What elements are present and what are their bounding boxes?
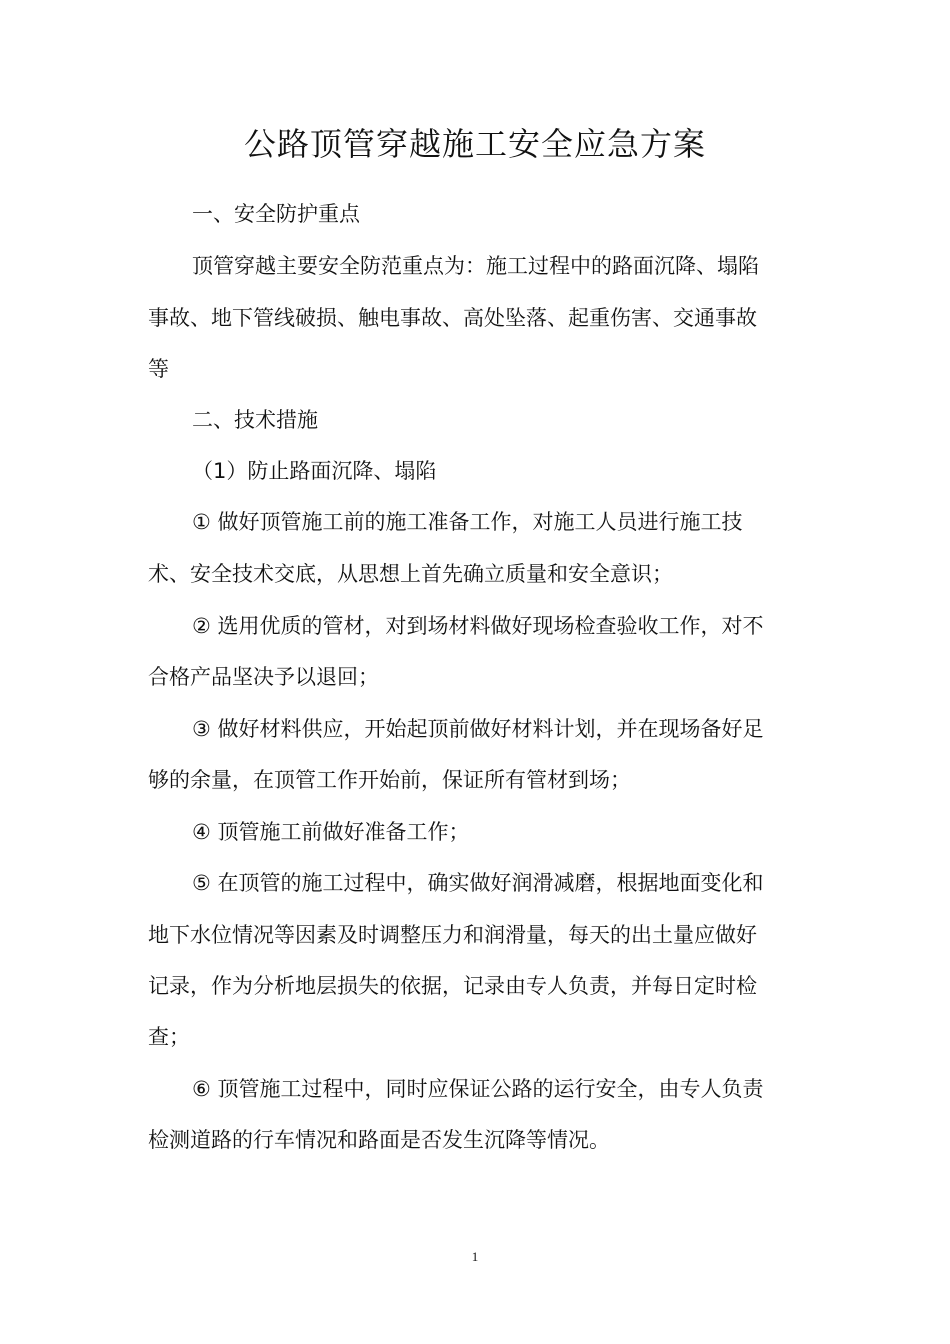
list-item-line: ② 选用优质的管材，对到场材料做好现场检查验收工作，对不: [192, 614, 764, 638]
list-item-line: 查；: [148, 1025, 190, 1049]
paragraph-line: 等: [148, 357, 169, 381]
list-item-line: 记录，作为分析地层损失的依据，记录由专人负责，并每日定时检: [148, 974, 757, 998]
section-heading-technical-measures: 二、技术措施: [192, 408, 318, 432]
paragraph-line: 顶管穿越主要安全防范重点为：施工过程中的路面沉降、塌陷: [192, 254, 759, 278]
list-item-line: 地下水位情况等因素及时调整压力和润滑量，每天的出土量应做好: [148, 923, 757, 947]
list-item-line: 合格产品坚决予以退回；: [148, 665, 379, 689]
list-item-line: 术、安全技术交底，从思想上首先确立质量和安全意识；: [148, 562, 673, 586]
page-number: 1: [471, 1249, 479, 1264]
subsection-heading: （1）防止路面沉降、塌陷: [192, 459, 437, 483]
list-item-line: ⑥ 顶管施工过程中，同时应保证公路的运行安全，由专人负责: [192, 1077, 764, 1101]
list-item-line: ③ 做好材料供应，开始起顶前做好材料计划，并在现场备好足: [192, 717, 764, 741]
paragraph-line: 事故、地下管线破损、触电事故、高处坠落、起重伤害、交通事故: [148, 306, 757, 330]
list-item-line: ④ 顶管施工前做好准备工作；: [192, 820, 470, 844]
section-heading-safety-focus: 一、安全防护重点: [192, 202, 360, 226]
list-item-line: ⑤ 在顶管的施工过程中，确实做好润滑减磨，根据地面变化和: [192, 871, 764, 895]
list-item-line: 检测道路的行车情况和路面是否发生沉降等情况。: [148, 1128, 610, 1152]
list-item-line: 够的余量，在顶管工作开始前，保证所有管材到场；: [148, 768, 631, 792]
list-item-line: ① 做好顶管施工前的施工准备工作，对施工人员进行施工技: [192, 510, 743, 534]
document-title: 公路顶管穿越施工安全应急方案: [243, 125, 706, 163]
